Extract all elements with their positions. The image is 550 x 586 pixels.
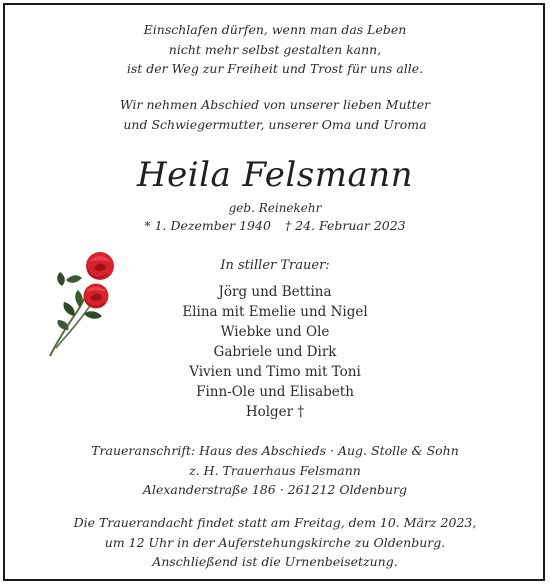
address-line: Alexanderstraße 186 · 261212 Oldenburg — [142, 482, 408, 497]
mourner-name: Holger † — [245, 404, 305, 420]
birth-name: geb. Reinekehr — [228, 201, 322, 215]
poem-line: nicht mehr selbst gestalten kann, — [168, 41, 382, 57]
intro-line: und Schwiegermutter, unserer Oma und Uroma — [123, 116, 427, 132]
service-info — [0, 513, 550, 572]
birth-date: * 1. Dezember 1940 — [144, 218, 271, 233]
mourning-heading: In stiller Trauer: — [220, 258, 330, 273]
mourner-name: Jörg und Bettina — [218, 284, 332, 300]
poem-line: ist der Weg zur Freiheit und Trost für uns alle. — [126, 61, 424, 76]
mourner-name: Wiebke und Ole — [220, 324, 330, 340]
mourner-name: Finn-Ole und Elisabeth — [196, 384, 354, 400]
service-line: Anschließend ist die Urnenbeisetzung. — [152, 554, 398, 569]
mourning-address — [0, 441, 550, 500]
life-dates — [0, 216, 550, 236]
intro-text — [0, 95, 550, 134]
mourner-name: Vivien und Timo mit Toni — [189, 364, 361, 380]
service-line: Die Trauerandacht findet statt am Freitag, dem 10. März 2023, — [73, 515, 477, 530]
death-date: † 24. Februar 2023 — [284, 218, 406, 233]
poem-line: Einschlafen dürfen, wenn man das Leben — [143, 22, 407, 37]
service-line: um 12 Uhr in der Auferstehungskirche zu Oldenburg. — [104, 534, 446, 550]
address-line: Traueranschrift: Haus des Abschieds · Aug. Stolle & Sohn — [91, 443, 459, 458]
mourner-name: Gabriele und Dirk — [213, 344, 337, 360]
mourner-name: Elina mit Emelie und Nigel — [182, 304, 368, 320]
poem — [0, 20, 550, 79]
mourner-list — [0, 282, 550, 422]
deceased-name: Heila Felsmann — [136, 155, 414, 195]
intro-line: Wir nehmen Abschied von unserer lieben Mutter — [119, 97, 431, 112]
address-line: z. H. Trauerhaus Felsmann — [189, 462, 361, 478]
